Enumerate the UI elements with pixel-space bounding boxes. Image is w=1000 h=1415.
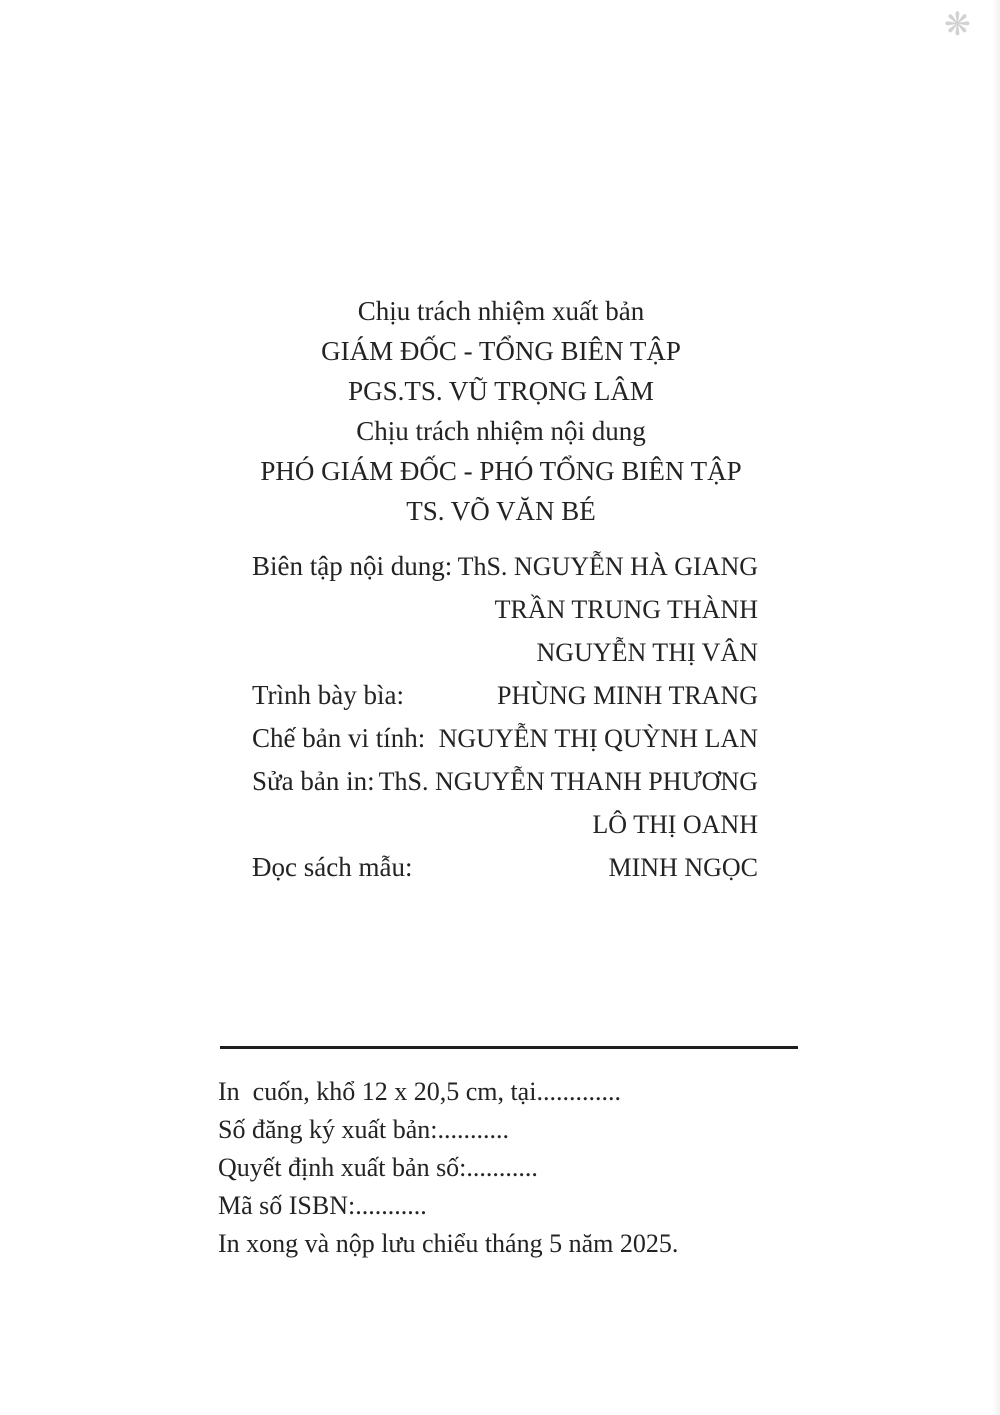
credit-row (252, 545, 758, 588)
print-info-line: In xong và nộp lưu chiểu tháng 5 năm 2025. (218, 1229, 679, 1258)
credit-row (252, 760, 758, 803)
page-edge-shadow (992, 0, 1000, 1415)
credit-name: ThS. NGUYỄN HÀ GIANG (457, 551, 758, 581)
print-info-block (218, 1073, 678, 1263)
credit-name: NGUYỄN THỊ QUỲNH LAN (438, 723, 758, 753)
credits-list (252, 545, 758, 889)
credit-row (252, 631, 758, 674)
credit-name: LÔ THỊ OANH (592, 809, 758, 839)
credit-name: MINH NGỌC (608, 852, 758, 882)
responsibility-title-line: PHÓ GIÁM ĐỐC - PHÓ TỔNG BIÊN TẬP (260, 456, 742, 486)
responsibility-name-line: TS. VÕ VĂN BÉ (406, 496, 596, 526)
credit-row (252, 803, 758, 846)
credit-row (252, 674, 758, 717)
credit-label: Trình bày bìa: (252, 680, 405, 710)
credit-label: Biên tập nội dung: (252, 551, 453, 581)
credit-row (252, 717, 758, 760)
credit-name: PHÙNG MINH TRANG (497, 680, 758, 710)
credit-row (252, 588, 758, 631)
credit-row (252, 846, 758, 889)
responsibility-role-line: Chịu trách nhiệm xuất bản (357, 296, 645, 326)
responsibility-title-line: GIÁM ĐỐC - TỔNG BIÊN TẬP (321, 336, 681, 366)
credit-name: TRẦN TRUNG THÀNH (494, 594, 758, 624)
responsibility-name-line: PGS.TS. VŨ TRỌNG LÂM (348, 376, 654, 406)
print-info-line: In cuốn, khổ 12 x 20,5 cm, tại............. (218, 1077, 621, 1106)
divider-rule (220, 1046, 798, 1049)
credit-name: ThS. NGUYỄN THANH PHƯƠNG (378, 766, 758, 796)
credit-label: Đọc sách mẫu: (252, 852, 413, 882)
credit-label: Chế bản vi tính: (252, 723, 426, 753)
print-info-line: Mã số ISBN:........... (218, 1191, 427, 1220)
credit-label: Sửa bản in: (252, 766, 375, 796)
publisher-responsibility-block (215, 291, 787, 531)
responsibility-role-line: Chịu trách nhiệm nội dung (356, 416, 646, 446)
print-info-line: Số đăng ký xuất bản:........... (218, 1115, 510, 1144)
print-info-line: Quyết định xuất bản số:........... (218, 1153, 538, 1182)
credit-name: NGUYỄN THỊ VÂN (536, 637, 758, 667)
floral-ornament-icon: ❋ (944, 5, 971, 43)
